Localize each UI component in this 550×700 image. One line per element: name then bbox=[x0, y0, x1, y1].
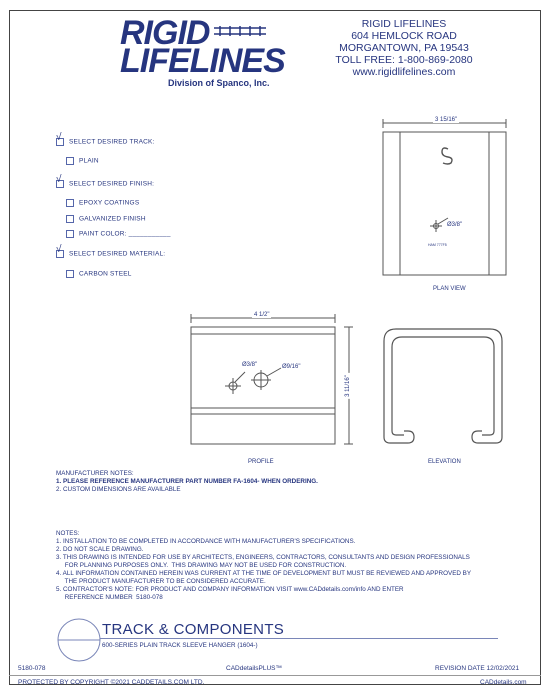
material-option-carbon[interactable]: CARBON STEEL bbox=[66, 270, 132, 278]
checkbox-icon[interactable] bbox=[66, 157, 74, 165]
note-line: 3. THIS DRAWING IS INTENDED FOR USE BY ARCHITECTS, ENGINEERS, CONTRACTORS, CONSULTANTS AND DESIGN PROFESSIONALS bbox=[56, 554, 470, 561]
general-notes bbox=[56, 530, 471, 602]
address-line-2: MORGANTOWN, PA 19543 bbox=[339, 42, 469, 54]
plan-width-dimension: 3 15/16" bbox=[435, 117, 458, 123]
title-circle-icon bbox=[56, 617, 102, 663]
material-option-heading[interactable]: √SELECT DESIRED MATERIAL: bbox=[56, 250, 165, 258]
manufacturer-notes bbox=[56, 470, 318, 494]
plan-part-mark: HAM 777F5 bbox=[428, 243, 447, 247]
drawing-title: TRACK & COMPONENTS bbox=[102, 621, 285, 638]
checkbox-icon[interactable] bbox=[66, 199, 74, 207]
elevation-label: ELEVATION bbox=[428, 459, 461, 465]
elevation-drawing bbox=[378, 325, 508, 450]
address-line-1: 604 HEMLOCK ROAD bbox=[351, 30, 457, 42]
logo-subtitle: Division of Spanco, Inc. bbox=[168, 78, 270, 88]
contact-block bbox=[304, 18, 504, 78]
drawing-subtitle: 600-SERIES PLAIN TRACK SLEEVE HANGER (1604-) bbox=[102, 642, 258, 649]
profile-hole-large-label: Ø9/16" bbox=[282, 364, 301, 370]
profile-height-dimension: 3 11/16" bbox=[344, 375, 351, 397]
website[interactable]: www.rigidlifelines.com bbox=[352, 66, 456, 78]
finish-option-galvanized[interactable]: GALVANIZED FINISH bbox=[66, 215, 146, 223]
note-line: 4. ALL INFORMATION CONTAINED HEREIN WAS CURRENT AT THE TIME OF DEVELOPMENT BUT MUST BE REVIEWED AND APPROVED BY bbox=[56, 570, 472, 577]
company-logo bbox=[120, 14, 285, 88]
checkbox-icon[interactable] bbox=[56, 138, 64, 146]
note-line: REFERENCE NUMBER 5180-078 bbox=[56, 594, 163, 601]
plan-hole-label: Ø3/8" bbox=[447, 222, 463, 228]
notes-heading: NOTES: bbox=[56, 530, 80, 537]
note-line: 2. DO NOT SCALE DRAWING. bbox=[56, 546, 144, 553]
manufacturer-note-1: 1. PLEASE REFERENCE MANUFACTURER PART NUMBER FA-1604- WHEN ORDERING. bbox=[56, 478, 318, 485]
cad-details-plus: CADdetailsPLUS™ bbox=[226, 665, 282, 672]
plan-view-label: PLAN VIEW bbox=[433, 286, 466, 292]
note-line: 1. INSTALLATION TO BE COMPLETED IN ACCORDANCE WITH MANUFACTURER'S SPECIFICATIONS. bbox=[56, 538, 356, 545]
manufacturer-note-2: 2. CUSTOM DIMENSIONS ARE AVAILABLE bbox=[56, 486, 181, 493]
finish-option-epoxy[interactable]: EPOXY COATINGS bbox=[66, 199, 139, 207]
profile-drawing bbox=[185, 310, 360, 450]
note-line: FOR PLANNING PURPOSES ONLY. THIS DRAWING MAY NOT BE USED FOR CONSTRUCTION. bbox=[56, 562, 347, 569]
checkbox-icon[interactable] bbox=[66, 270, 74, 278]
title-rule bbox=[100, 638, 498, 639]
company-name: RIGID LIFELINES bbox=[361, 18, 447, 30]
profile-width-dimension: 4 1/2" bbox=[254, 312, 270, 318]
track-option-heading[interactable]: √SELECT DESIRED TRACK: bbox=[56, 138, 155, 146]
note-line: THE PRODUCT MANUFACTURER TO BE CONSIDERED ACCURATE. bbox=[56, 578, 266, 585]
phone-number: TOLL FREE: 1-800-869-2080 bbox=[335, 54, 473, 66]
revision-date: REVISION DATE 12/02/2021 bbox=[435, 665, 520, 672]
note-line: 5. CONTRACTOR'S NOTE: FOR PRODUCT AND COMPANY INFORMATION VISIT www.CADdetails.com/info AND ENTER bbox=[56, 586, 404, 593]
track-option-plain[interactable]: PLAIN bbox=[66, 157, 99, 165]
logo-line-2: LIFELINES bbox=[120, 42, 285, 80]
profile-hole-small-label: Ø3/8" bbox=[242, 362, 258, 368]
plan-view-drawing bbox=[370, 115, 530, 285]
reference-number: 5180-078 bbox=[18, 665, 46, 672]
finish-option-paint[interactable]: PAINT COLOR: ___________ bbox=[66, 230, 171, 238]
profile-label: PROFILE bbox=[248, 459, 274, 465]
copyright: PROTECTED BY COPYRIGHT ©2021 CADDETAILS.COM LTD. bbox=[18, 679, 205, 686]
site-link[interactable]: CADdetails.com bbox=[480, 679, 527, 686]
ladder-icon bbox=[212, 22, 268, 48]
checkbox-icon[interactable] bbox=[66, 230, 74, 238]
checkbox-icon[interactable] bbox=[56, 250, 64, 258]
manufacturer-notes-heading: MANUFACTURER NOTES: bbox=[56, 470, 134, 477]
logo-line-1: RIGID bbox=[120, 14, 210, 52]
finish-option-heading[interactable]: √SELECT DESIRED FINISH: bbox=[56, 180, 154, 188]
checkbox-icon[interactable] bbox=[66, 215, 74, 223]
footer-rule bbox=[9, 675, 541, 676]
checkbox-icon[interactable] bbox=[56, 180, 64, 188]
